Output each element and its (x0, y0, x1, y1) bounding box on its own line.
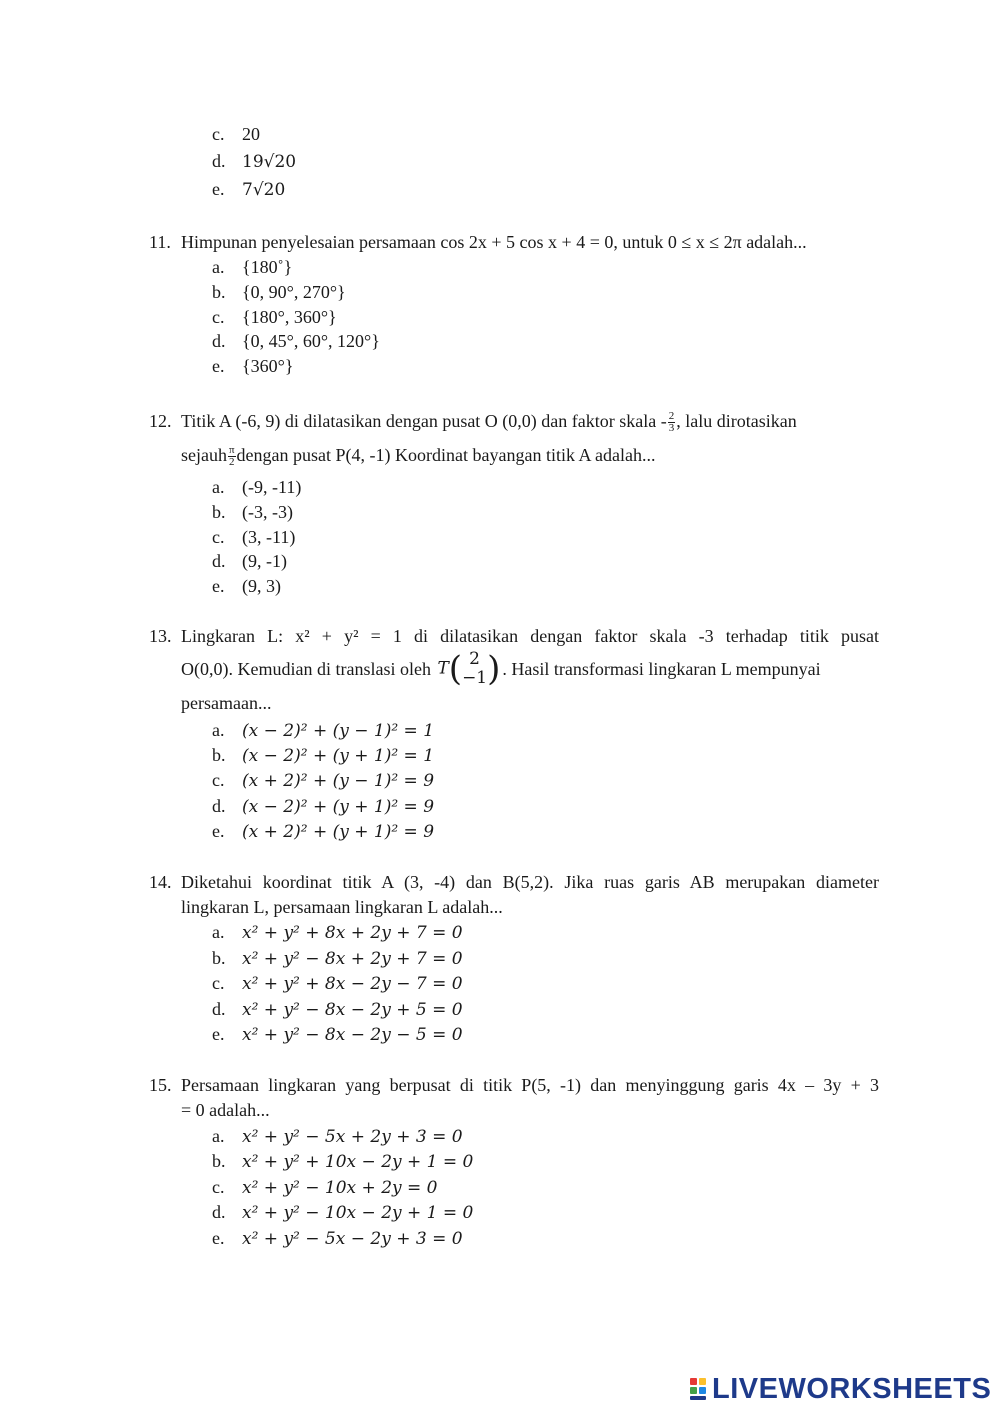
question-text-line2: O(0,0). Kemudian di translasi oleh T( 2 −1 ) . Hasil transformasi lingkaran L mempunyai (181, 649, 821, 689)
option-d[interactable]: d. 19√20 (212, 151, 297, 172)
q14-option-b[interactable]: b. x² + y² − 8x + 2y + 7 = 0 (212, 948, 463, 969)
question-11: 11. Himpunan penyelesaian persamaan cos 2x + 5 cos x + 4 = 0, untuk 0 ≤ x ≤ 2π adalah... (149, 232, 807, 252)
question-15: 15. Persamaan lingkaran yang berpusat di titik P(5, -1) dan menyinggung garis 4x – 3y + 3 = 0 adalah... (149, 1075, 879, 1120)
liveworksheets-logo[interactable] (690, 1373, 991, 1405)
q15-option-a[interactable]: a. x² + y² − 5x + 2y + 3 = 0 (212, 1126, 463, 1147)
question-13: 13. Lingkaran L: x² + y² = 1 di dilatasikan dengan faktor skala -3 terhadap titik pusat O(0,0). Kemudian di translasi oleh T( 2 −1 ) . Hasil transformasi lingkaran L mempunyai persamaan... (149, 626, 879, 713)
fraction-two-thirds: $\frac{2}{3}$ (668, 410, 675, 435)
q13-option-b[interactable]: b. (x − 2)² + (y + 1)² = 1 (212, 745, 435, 766)
q11-option-d[interactable]: d. {0, 45°, 60°, 120°} (212, 331, 380, 351)
q11-option-b[interactable]: b. {0, 90°, 270°} (212, 282, 346, 302)
question-12: 12. Titik A (-6, 9) di dilatasikan dengan pusat O (0,0) dan faktor skala - $\frac{2}{3}$ , lalu dirotasikan sejauh $\frac{\pi}{2}$ dengan pusat P(4, -1) Koordinat bayangan titik A adalah... (149, 410, 879, 470)
q14-option-d[interactable]: d. x² + y² − 8x − 2y + 5 = 0 (212, 999, 463, 1020)
q11-option-c[interactable]: c. {180°, 360°} (212, 307, 337, 327)
question-text-line2: lingkaran L, persamaan lingkaran L adalah... (181, 897, 503, 917)
q12-option-d[interactable]: d. (9, -1) (212, 551, 287, 571)
liveworksheets-mark-icon (690, 1376, 708, 1402)
q12-option-e[interactable]: e. (9, 3) (212, 576, 281, 596)
question-text-line1: Diketahui koordinat titik A (3, -4) dan B(5,2). Jika ruas garis AB merupakan diameter (181, 872, 879, 892)
q11-option-a[interactable]: a. {180˚} (212, 257, 293, 277)
question-text: Himpunan penyelesaian persamaan cos 2x + 5 cos x + 4 = 0, untuk 0 ≤ x ≤ 2π adalah... (181, 232, 807, 252)
translation-vector: T( 2 −1 ) (437, 649, 501, 689)
question-text-line3: persamaan... (181, 693, 272, 713)
question-text-line1: Lingkaran L: x² + y² = 1 di dilatasikan dengan faktor skala -3 terhadap titik pusat (181, 626, 879, 646)
q12-option-a[interactable]: a. (-9, -11) (212, 477, 302, 497)
q13-option-e[interactable]: e. (x + 2)² + (y + 1)² = 9 (212, 821, 435, 842)
q13-option-d[interactable]: d. (x − 2)² + (y + 1)² = 9 (212, 796, 435, 817)
q12-option-b[interactable]: b. (-3, -3) (212, 502, 293, 522)
q15-option-b[interactable]: b. x² + y² + 10x − 2y + 1 = 0 (212, 1151, 474, 1172)
fraction-pi-half: $\frac{\pi}{2}$ (228, 444, 235, 469)
q15-option-c[interactable]: c. x² + y² − 10x + 2y = 0 (212, 1177, 438, 1198)
question-text-line1: Persamaan lingkaran yang berpusat di titik P(5, -1) dan menyinggung garis 4x – 3y + 3 (181, 1075, 879, 1095)
q12-option-c[interactable]: c. (3, -11) (212, 527, 296, 547)
question-text-line2: sejauh $\frac{\pi}{2}$ dengan pusat P(4, -1) Koordinat bayangan titik A adalah... (181, 444, 656, 469)
q11-option-e[interactable]: e. {360°} (212, 356, 294, 376)
q15-option-d[interactable]: d. x² + y² − 10x − 2y + 1 = 0 (212, 1202, 474, 1223)
q14-option-a[interactable]: a. x² + y² + 8x + 2y + 7 = 0 (212, 922, 463, 943)
question-text-line1: Titik A (-6, 9) di dilatasikan dengan pusat O (0,0) dan faktor skala - $\frac{2}{3}$ , lalu dirotasikan (181, 410, 797, 435)
q13-option-c[interactable]: c. (x + 2)² + (y − 1)² = 9 (212, 770, 435, 791)
q15-option-e[interactable]: e. x² + y² − 5x − 2y + 3 = 0 (212, 1228, 463, 1249)
question-14: 14. Diketahui koordinat titik A (3, -4) dan B(5,2). Jika ruas garis AB merupakan diameter lingkaran L, persamaan lingkaran L adalah... (149, 872, 879, 917)
q14-option-e[interactable]: e. x² + y² − 8x − 2y − 5 = 0 (212, 1024, 463, 1045)
option-c[interactable]: c. 20 (212, 124, 260, 144)
question-text-line2: = 0 adalah... (181, 1100, 270, 1120)
q14-option-c[interactable]: c. x² + y² + 8x − 2y − 7 = 0 (212, 973, 463, 994)
q13-option-a[interactable]: a. (x − 2)² + (y − 1)² = 1 (212, 720, 435, 741)
option-e[interactable]: e. 7√20 (212, 179, 286, 200)
liveworksheets-wordmark: LIVEWORKSHEETS (712, 1372, 992, 1405)
